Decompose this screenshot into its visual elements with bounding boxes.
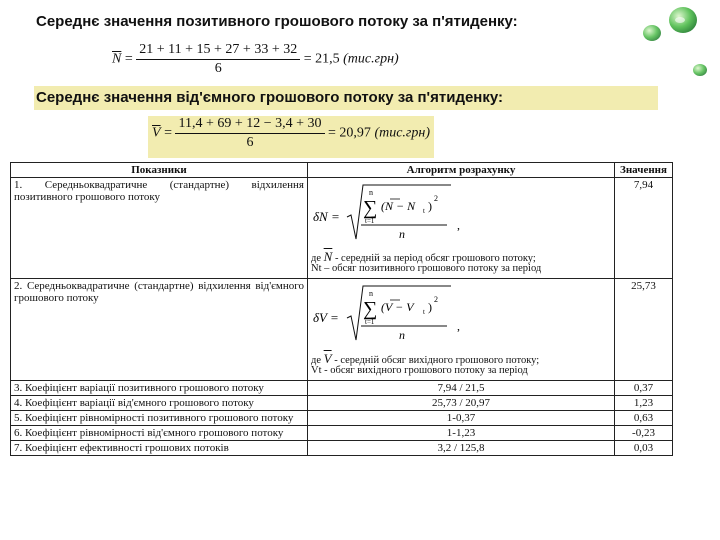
sum-top: n [369,289,373,298]
table-row [11,426,673,441]
value-cell: 0,37 [615,381,673,396]
table-row [11,411,673,426]
decorative-drops [600,0,720,90]
formula-denominator: 6 [214,61,222,76]
formula-lhs: δV = [313,310,339,325]
table-row [11,441,673,456]
value-cell: 1,23 [615,396,673,411]
indicators-table [10,162,673,456]
table-row [11,178,673,279]
term-sub: t [423,207,425,215]
den: n [399,328,405,342]
term-power: 2 [434,295,438,304]
sum-term: (N − N [381,199,416,213]
algorithm-cell [308,279,615,381]
table-row [11,396,673,411]
value-cell: -0,23 [615,426,673,441]
term-close: ) [428,199,432,213]
formula-numerator: 21 + 11 + 15 + 27 + 33 + 32 [136,42,300,60]
heading-negative-flow: Середнє значення від'ємного грошового потоку за п'ятиденку: [34,86,658,110]
header-indicator: Показники [11,163,308,178]
note-line-1: де $\overline{N}$ - середній за період обсяг грошового потоку; [311,249,536,264]
indicator-cell: 2. Середньоквадратичне (стандартне) відхилення від'ємного грошового потоку [11,279,308,381]
value-cell: 0,03 [615,441,673,456]
formula-unit: (тис.грн) [343,51,399,67]
sum-sign: ∑ [363,197,378,219]
formula-denominator: 6 [246,135,254,150]
indicator-cell: 6. Коефіцієнт рівномірності від'ємного грошового потоку [11,426,308,441]
note-line-1: де $\overline{V}$ - середній обсяг вихідного грошового потоку; [311,351,540,366]
formula-negative-mean: $\overline{V}$ = $\frac{11,4 + 69 + 12 - 3,4 + 30}{6}$ = 20,97 (тис.грн) [148,116,434,158]
table-row [11,279,673,381]
sum-bottom: t=1 [365,318,375,326]
std-dev-formula [311,181,601,243]
sum-sign: ∑ [363,298,378,320]
formula-lhs: $\overline{V}$ [152,125,161,141]
value-cell: 7,94 [615,178,673,279]
den: n [399,227,405,241]
sum-top: n [369,188,373,197]
formula-numerator: 11,4 + 69 + 12 − 3,4 + 30 [175,116,324,134]
formula-lhs: $\overline{N}$ [112,51,122,67]
indicator-cell: 7. Коефіцієнт ефективності грошових потоків [11,441,308,456]
sum-term: (V − V [381,300,414,314]
term-power: 2 [434,194,438,203]
algorithm-cell: 25,73 / 20,97 [308,396,615,411]
algorithm-cell: 1-0,37 [308,411,615,426]
formula-unit: (тис.грн) [374,125,430,141]
table-row [11,381,673,396]
sum-bottom: t=1 [365,217,375,225]
svg-text:,: , [457,319,460,333]
note-line-2: Vt - обсяг вихідного грошового потоку за період [311,365,528,376]
svg-text:,: , [457,218,460,232]
header-algorithm: Алгоритм розрахунку [308,163,615,178]
algorithm-cell: 1-1,23 [308,426,615,441]
formula-lhs: δN = [313,209,340,224]
indicator-cell: 3. Коефіцієнт варіації позитивного грошового потоку [11,381,308,396]
heading-positive-flow: Середнє значення позитивного грошового потоку за п'ятиденку: [36,13,518,30]
algorithm-cell: 7,94 / 21,5 [308,381,615,396]
formula-result: = 20,97 [328,125,371,141]
header-value: Значення [615,163,673,178]
formula-result: = 21,5 [303,51,340,67]
algorithm-cell: 3,2 / 125,8 [308,441,615,456]
term-close: ) [428,300,432,314]
indicator-cell: 1. Середньоквадратичне (стандартне) відхилення позитивного грошового потоку [11,178,308,279]
formula-positive-mean: $\overline{N}$ = $\frac{21 + 11 + 15 + 27 + 33 + 32}{6}$ = 21,5 (тис.грн) [112,42,399,76]
indicator-cell: 5. Коефіцієнт рівномірності позитивного грошового потоку [11,411,308,426]
term-sub: t [423,308,425,316]
algorithm-cell [308,178,615,279]
value-cell: 0,63 [615,411,673,426]
indicator-cell: 4. Коефіцієнт варіації від'ємного грошового потоку [11,396,308,411]
value-cell: 25,73 [615,279,673,381]
note-line-2: Nt – обсяг позитивного грошового потоку за період [311,263,542,274]
std-dev-formula [311,282,601,344]
table-header-row [11,163,673,178]
